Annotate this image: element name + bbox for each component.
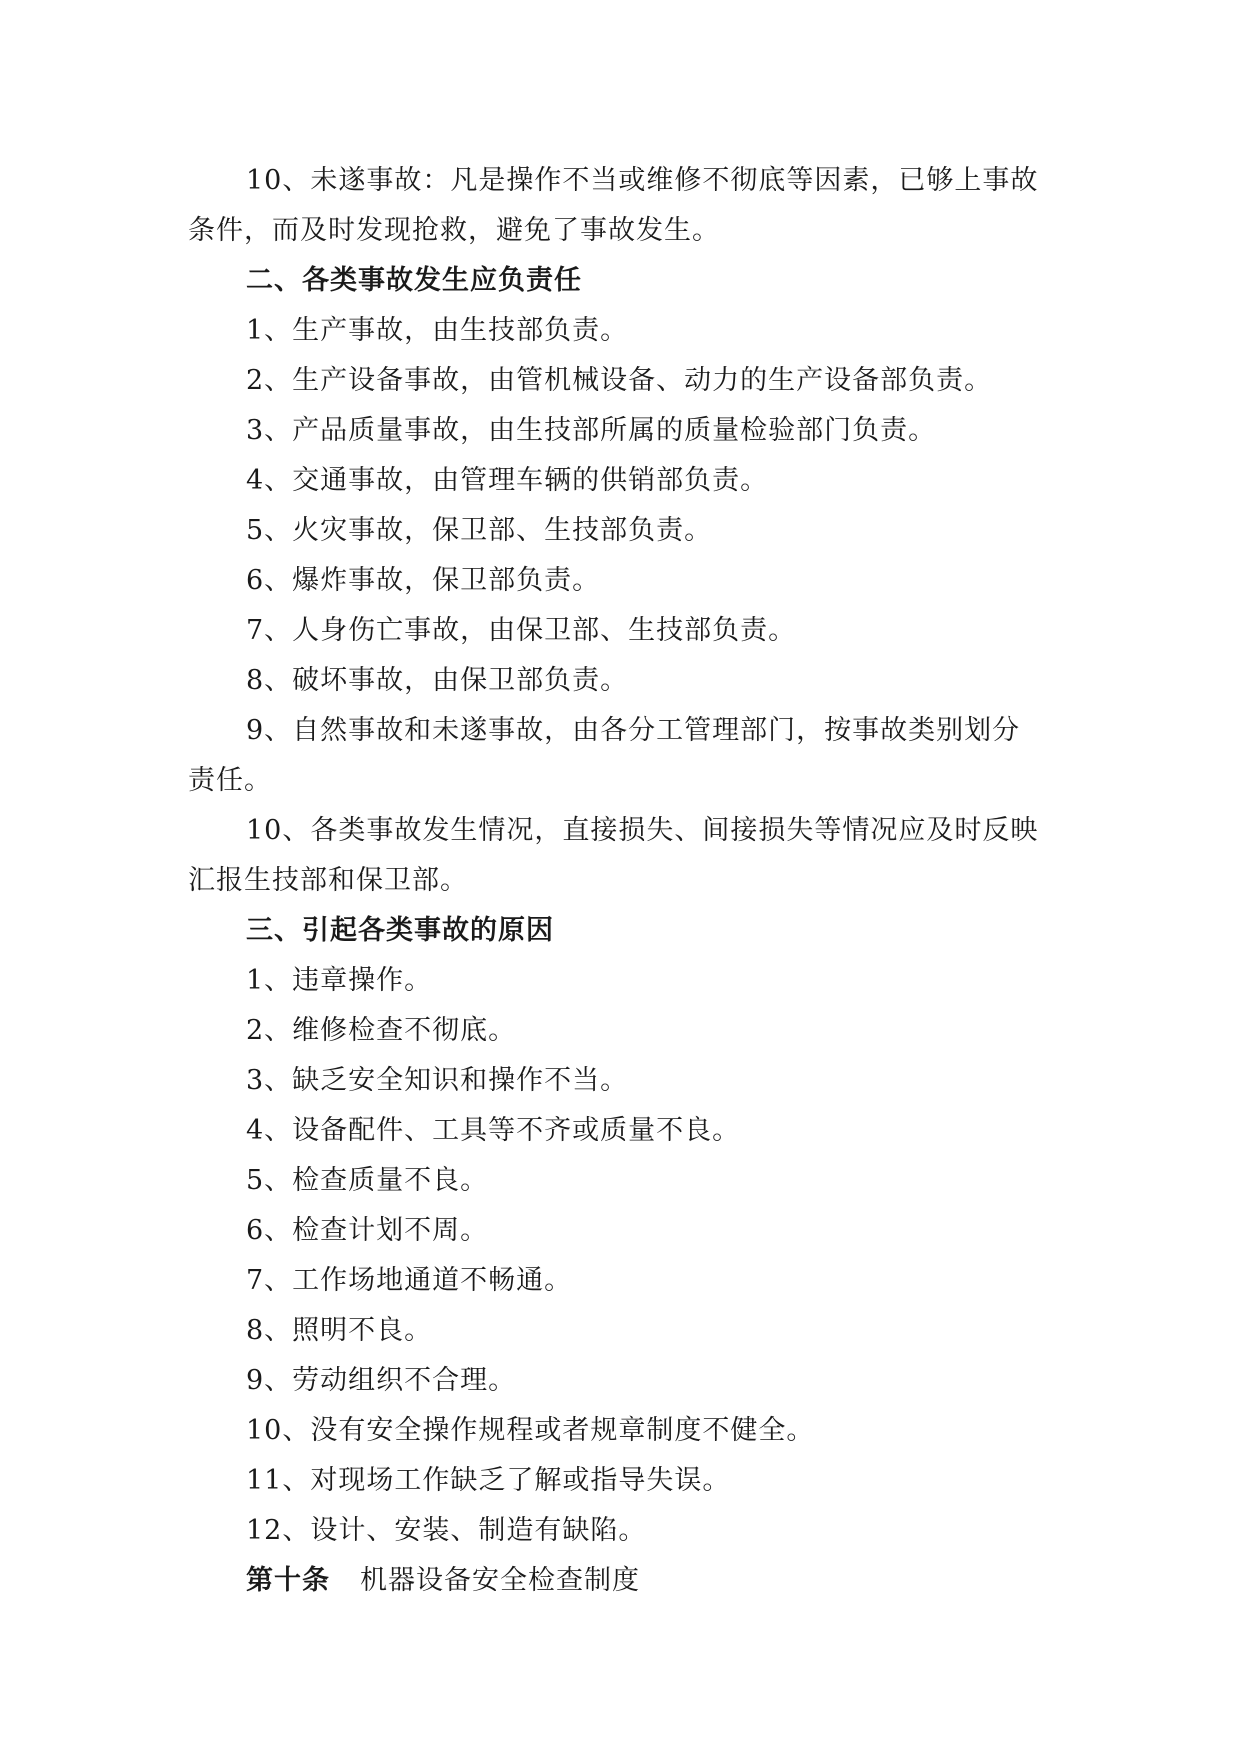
list-item: 2、生产设备事故，由管机械设备、动力的生产设备部负责。	[246, 365, 993, 396]
list-item: 7、工作场地通道不畅通。	[246, 1265, 573, 1296]
list-item: 7、人身伤亡事故，由保卫部、生技部负责。	[246, 615, 797, 646]
list-item-9-line-2: 责任。	[188, 765, 272, 796]
list-item: 9、劳动组织不合理。	[246, 1365, 517, 1396]
list-item: 12、设计、安装、制造有缺陷。	[246, 1515, 647, 1546]
list-item: 5、检查质量不良。	[246, 1165, 489, 1196]
paragraph-item-10-line-1: 10、未遂事故：凡是操作不当或维修不彻底等因素，已够上事故	[246, 165, 1039, 196]
list-item: 6、检查计划不周。	[246, 1215, 489, 1246]
list-item-10-line-2: 汇报生技部和保卫部。	[188, 865, 468, 896]
document-page	[188, 156, 1058, 1606]
article-number: 第十条	[246, 1565, 330, 1596]
list-item: 8、照明不良。	[246, 1315, 433, 1346]
list-item-10-line-1: 10、各类事故发生情况，直接损失、间接损失等情况应及时反映	[246, 815, 1039, 846]
list-item: 1、生产事故，由生技部负责。	[246, 315, 629, 346]
list-item: 3、缺乏安全知识和操作不当。	[246, 1065, 629, 1096]
list-item-9-line-1: 9、自然事故和未遂事故，由各分工管理部门，按事故类别划分	[246, 715, 1021, 746]
section-heading-causes: 三、引起各类事故的原因	[246, 915, 554, 946]
list-item: 5、火灾事故，保卫部、生技部负责。	[246, 515, 713, 546]
paragraph-item-10-line-2: 条件，而及时发现抢救，避免了事故发生。	[188, 215, 720, 246]
list-item: 4、交通事故，由管理车辆的供销部负责。	[246, 465, 769, 496]
list-item: 8、破坏事故，由保卫部负责。	[246, 665, 629, 696]
article-heading	[188, 1556, 1058, 1606]
list-item: 6、爆炸事故，保卫部负责。	[246, 565, 601, 596]
list-item: 11、对现场工作缺乏了解或指导失误。	[246, 1465, 731, 1496]
list-item: 3、产品质量事故，由生技部所属的质量检验部门负责。	[246, 415, 937, 446]
list-item: 2、维修检查不彻底。	[246, 1015, 517, 1046]
section-heading-responsibility: 二、各类事故发生应负责任	[246, 265, 582, 296]
article-title: 机器设备安全检查制度	[360, 1565, 640, 1596]
list-item: 1、违章操作。	[246, 965, 433, 996]
list-item: 4、设备配件、工具等不齐或质量不良。	[246, 1115, 741, 1146]
list-item: 10、没有安全操作规程或者规章制度不健全。	[246, 1415, 815, 1446]
